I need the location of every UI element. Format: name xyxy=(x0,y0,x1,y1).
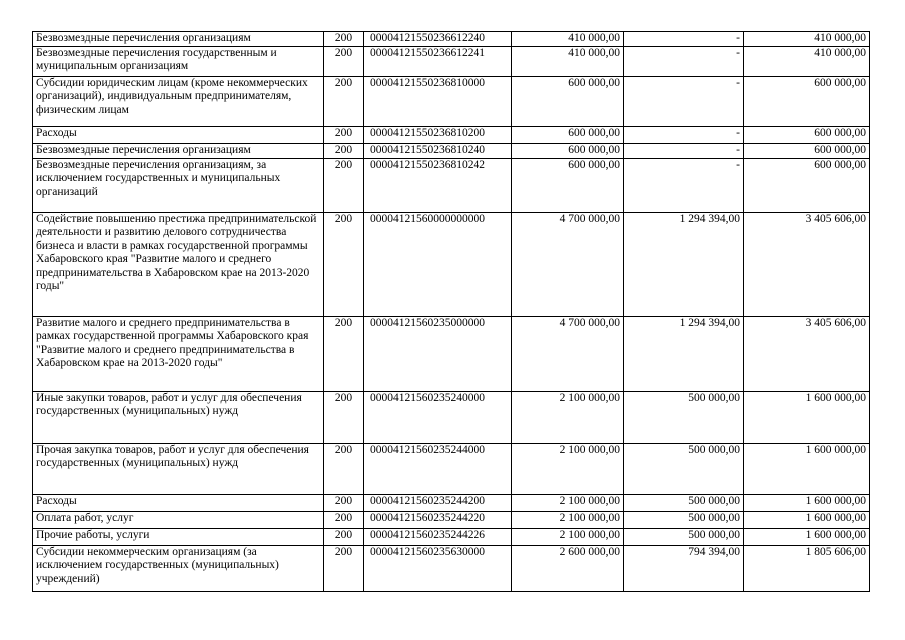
row-name: Безвозмездные перечисления организациям xyxy=(33,32,324,47)
budget-code: 00004121560235244226 xyxy=(364,529,512,546)
remaining-amount: 1 600 000,00 xyxy=(744,444,870,495)
line-code: 200 xyxy=(324,512,364,529)
row-name: Расходы xyxy=(33,127,324,144)
budget-code: 00004121550236810242 xyxy=(364,159,512,213)
budget-code: 00004121560235630000 xyxy=(364,546,512,592)
remaining-amount: 600 000,00 xyxy=(744,127,870,144)
approved-amount: 600 000,00 xyxy=(512,144,624,159)
table-row xyxy=(33,32,870,47)
table-body xyxy=(33,32,870,592)
line-code: 200 xyxy=(324,32,364,47)
remaining-amount: 1 600 000,00 xyxy=(744,529,870,546)
approved-amount: 600 000,00 xyxy=(512,127,624,144)
line-code: 200 xyxy=(324,529,364,546)
remaining-amount: 410 000,00 xyxy=(744,32,870,47)
remaining-amount: 600 000,00 xyxy=(744,77,870,127)
budget-code: 00004121550236612240 xyxy=(364,32,512,47)
approved-amount: 2 600 000,00 xyxy=(512,546,624,592)
executed-amount: - xyxy=(624,47,744,77)
remaining-amount: 1 600 000,00 xyxy=(744,495,870,512)
executed-amount: 500 000,00 xyxy=(624,444,744,495)
executed-amount: 500 000,00 xyxy=(624,512,744,529)
approved-amount: 2 100 000,00 xyxy=(512,512,624,529)
table-row xyxy=(33,47,870,77)
executed-amount: 794 394,00 xyxy=(624,546,744,592)
row-name: Безвозмездные перечисления организациям xyxy=(33,144,324,159)
approved-amount: 4 700 000,00 xyxy=(512,317,624,392)
executed-amount: 500 000,00 xyxy=(624,392,744,444)
table-row xyxy=(33,213,870,317)
remaining-amount: 600 000,00 xyxy=(744,144,870,159)
budget-code: 00004121560000000000 xyxy=(364,213,512,317)
line-code: 200 xyxy=(324,392,364,444)
executed-amount: - xyxy=(624,159,744,213)
approved-amount: 2 100 000,00 xyxy=(512,529,624,546)
remaining-amount: 1 600 000,00 xyxy=(744,512,870,529)
line-code: 200 xyxy=(324,127,364,144)
remaining-amount: 1 600 000,00 xyxy=(744,392,870,444)
budget-code: 00004121560235244200 xyxy=(364,495,512,512)
table-row xyxy=(33,444,870,495)
remaining-amount: 1 805 606,00 xyxy=(744,546,870,592)
executed-amount: 1 294 394,00 xyxy=(624,317,744,392)
line-code: 200 xyxy=(324,213,364,317)
budget-code: 00004121550236810000 xyxy=(364,77,512,127)
line-code: 200 xyxy=(324,495,364,512)
row-name: Оплата работ, услуг xyxy=(33,512,324,529)
line-code: 200 xyxy=(324,144,364,159)
executed-amount: - xyxy=(624,77,744,127)
row-name: Иные закупки товаров, работ и услуг для обеспечения государственных (муниципальных) нужд xyxy=(33,392,324,444)
remaining-amount: 3 405 606,00 xyxy=(744,317,870,392)
executed-amount: - xyxy=(624,32,744,47)
budget-code: 00004121560235244220 xyxy=(364,512,512,529)
budget-code: 00004121550236810200 xyxy=(364,127,512,144)
line-code: 200 xyxy=(324,546,364,592)
row-name: Прочие работы, услуги xyxy=(33,529,324,546)
line-code: 200 xyxy=(324,159,364,213)
approved-amount: 600 000,00 xyxy=(512,159,624,213)
approved-amount: 2 100 000,00 xyxy=(512,392,624,444)
row-name: Прочая закупка товаров, работ и услуг для обеспечения государственных (муниципальных) нужд xyxy=(33,444,324,495)
table-row xyxy=(33,77,870,127)
table-row xyxy=(33,546,870,592)
approved-amount: 600 000,00 xyxy=(512,77,624,127)
approved-amount: 410 000,00 xyxy=(512,32,624,47)
row-name: Безвозмездные перечисления государственным и муниципальным организациям xyxy=(33,47,324,77)
line-code: 200 xyxy=(324,77,364,127)
line-code: 200 xyxy=(324,317,364,392)
table-row xyxy=(33,529,870,546)
row-name: Субсидии юридическим лицам (кроме некоммерческих организаций), индивидуальным предпринимателям, физическим лицам xyxy=(33,77,324,127)
table-row xyxy=(33,127,870,144)
line-code: 200 xyxy=(324,47,364,77)
executed-amount: - xyxy=(624,144,744,159)
executed-amount: 500 000,00 xyxy=(624,529,744,546)
table-row xyxy=(33,392,870,444)
line-code: 200 xyxy=(324,444,364,495)
row-name: Субсидии некоммерческим организациям (за исключением государственных (муниципальных) учреждений) xyxy=(33,546,324,592)
budget-execution-table xyxy=(32,31,870,592)
approved-amount: 2 100 000,00 xyxy=(512,495,624,512)
budget-code: 00004121560235240000 xyxy=(364,392,512,444)
row-name: Расходы xyxy=(33,495,324,512)
executed-amount: - xyxy=(624,127,744,144)
approved-amount: 4 700 000,00 xyxy=(512,213,624,317)
table-row xyxy=(33,317,870,392)
budget-code: 00004121550236612241 xyxy=(364,47,512,77)
row-name: Содействие повышению престижа предпринимательской деятельности и развитию делового сотрудничества бизнеса и власти в рамках государственной программы Хабаровского края "Развитие малого и среднего предпринимательства в Хабаровском крае на 2013-2020 годы" xyxy=(33,213,324,317)
row-name: Развитие малого и среднего предпринимательства в рамках государственной программы Хабаровского края "Развитие малого и среднего предпринимательства в Хабаровском крае на 2013-2020 годы" xyxy=(33,317,324,392)
remaining-amount: 410 000,00 xyxy=(744,47,870,77)
approved-amount: 2 100 000,00 xyxy=(512,444,624,495)
table-row xyxy=(33,512,870,529)
executed-amount: 500 000,00 xyxy=(624,495,744,512)
table-row xyxy=(33,144,870,159)
remaining-amount: 600 000,00 xyxy=(744,159,870,213)
remaining-amount: 3 405 606,00 xyxy=(744,213,870,317)
executed-amount: 1 294 394,00 xyxy=(624,213,744,317)
row-name: Безвозмездные перечисления организациям, за исключением государственных и муниципальных организаций xyxy=(33,159,324,213)
budget-code: 00004121560235244000 xyxy=(364,444,512,495)
budget-code: 00004121550236810240 xyxy=(364,144,512,159)
budget-code: 00004121560235000000 xyxy=(364,317,512,392)
approved-amount: 410 000,00 xyxy=(512,47,624,77)
table-row xyxy=(33,159,870,213)
table-row xyxy=(33,495,870,512)
